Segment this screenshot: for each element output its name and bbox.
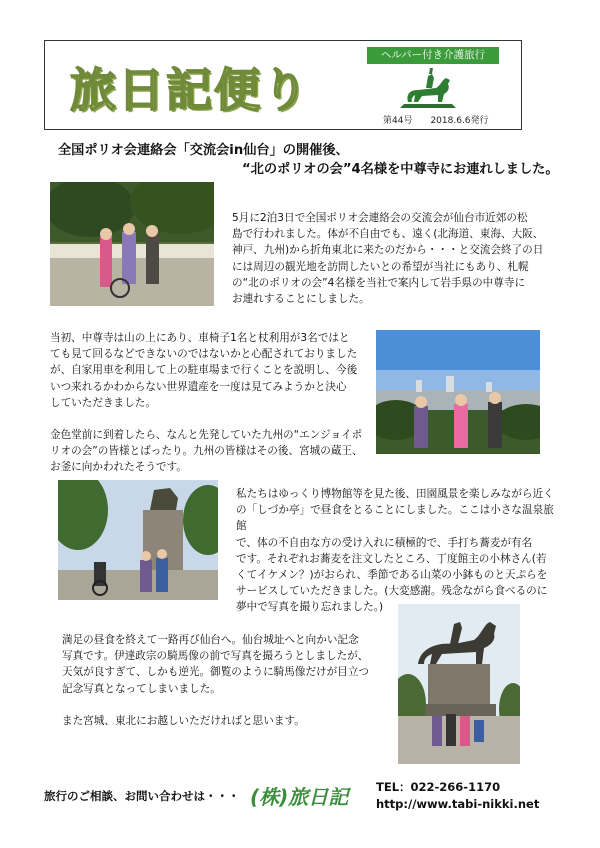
text-line: 神戸、九州)から折角東北に来たのだから・・・と交流会終了の日 [232, 244, 544, 257]
company-logo: (株)旅日記 [250, 785, 349, 809]
text-line: 満足の昼食を終えて一路再び仙台へ。仙台城址へと向かい記念 [62, 634, 359, 646]
text-line: で、体の不自由な方の受け入れに積極的で、手打ち蕎麦が有名 [236, 536, 533, 549]
text-line: が、自家用車を利用して上の駐車場まで行くことを説明し、今後 [50, 364, 358, 377]
text-line: の「しづか亭」で昼食をとることにしました。ここは小さな温泉旅館 [236, 504, 554, 533]
issue-info [383, 113, 507, 126]
inquiry-text: 旅行のご相談、お問い合わせは・・・ [44, 789, 240, 803]
text-line: いつ来れるかわからない世界遺産を一度は見てみようかと決心 [50, 380, 347, 393]
text-line: 金色堂前に到着したら、なんと先発していた九州の“エンジョイポ [50, 429, 363, 442]
text-line: また宮城、東北にお越しいただければと思います。 [62, 714, 305, 727]
issue-number: 第44号 [383, 116, 413, 126]
text-line: お連れすることにしました。 [232, 293, 370, 306]
section-3-text [236, 486, 556, 616]
section-1-text [232, 210, 548, 307]
text-line: には周辺の観光地を訪問したいとの希望が当社にもあり、札幌 [232, 260, 529, 273]
text-line: していただきました。 [50, 396, 156, 409]
text-line: 天気が良すぎて、しかも逆光。御覧のように騎馬像だけが目立つ [62, 666, 370, 679]
paragraph-gap [62, 697, 378, 713]
issue-date: 2018.6.6発行 [430, 116, 489, 126]
text-line: 記念写真となってしまいました。 [62, 682, 221, 695]
text-line: リオの会”の皆様とばったり。九州の皆様はその後、宮城の蔵王、 [50, 445, 363, 458]
photo-date-masamune-statue [398, 604, 520, 764]
text-line: くてイケメン？)がおられ、季節である山菜の小鉢ものと天ぷらを [236, 569, 548, 582]
website-link[interactable]: http://www.tabi-nikki.net [376, 797, 540, 811]
phone-number: TEL：022-266-1170 [376, 780, 501, 794]
photo-statue-plaza [58, 480, 218, 600]
text-line: 5月に2泊3日で全国ポリオ会連絡会の交流会が仙台市近郊の松 [232, 212, 528, 224]
paragraph-gap [50, 411, 368, 427]
text-line: ても見て回るなどできないのではないかと心配されておりました [50, 348, 358, 361]
text-line: 写真です。伊達政宗の騎馬像の前で写真を撮ろうとしましたが、 [62, 650, 369, 663]
text-line: 島で行われました。体が不自由でも、遠く(北海道、東海、大阪、 [232, 228, 544, 241]
text-line: 当初、中尊寺は山の上にあり、車椅子1名と杖利用が3名ではと [50, 332, 350, 344]
text-line: です。それぞれお蕎麦を注文したところ、丁度館主の小林さん(若 [236, 552, 547, 565]
photo-city-view [376, 330, 540, 454]
text-line: の“北のポリオの会”4名様を当社で案内して岩手県の中尊寺に [232, 276, 526, 289]
horse-statue-icon [392, 64, 464, 112]
text-line: サービスしていただきました。(大変感謝。残念ながら食べるのに [236, 585, 548, 598]
tagline-banner: ヘルパー付き介護旅行 [367, 47, 499, 64]
headline-line-1: 全国ポリオ会連絡会「交流会in仙台」の開催後、 [58, 143, 349, 158]
text-line: お釜に向かわれたそうです。 [50, 461, 187, 474]
text-line: 夢中で写真を撮り忘れました。) [236, 601, 384, 614]
photo-group-entrance [50, 182, 214, 306]
section-4-text [62, 632, 378, 729]
section-2-text [50, 330, 368, 476]
newsletter-logo: 旅日記便り [70, 63, 310, 117]
text-line: 私たちはゆっくり博物館等を見た後、田園風景を楽しみながら近く [236, 488, 554, 500]
headline-line-2: “北のポリオの会”4名様を中尊寺にお連れしました。 [242, 162, 559, 177]
